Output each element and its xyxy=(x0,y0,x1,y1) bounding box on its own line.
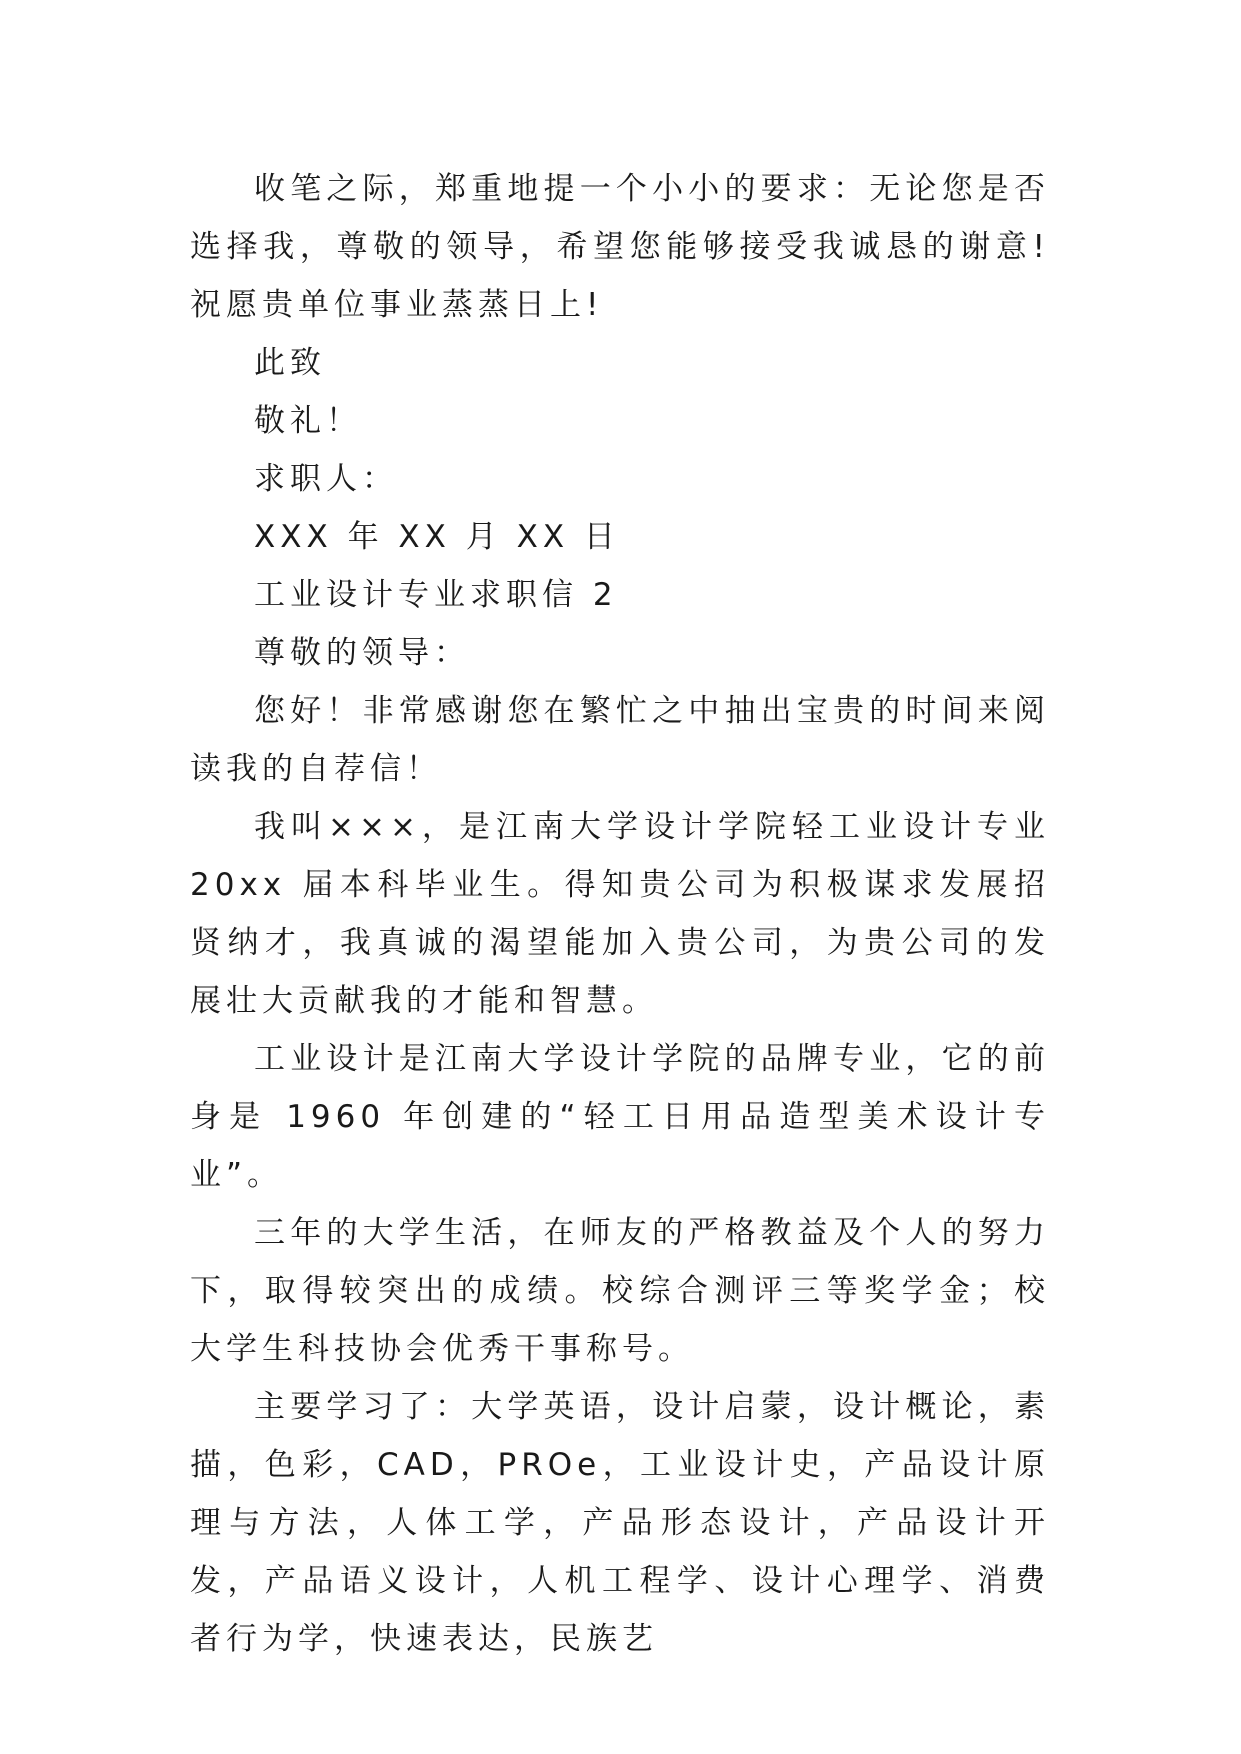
opening-paragraph: 您好！非常感谢您在繁忙之中抽出宝贵的时间来阅读我的自荐信！ xyxy=(190,693,1050,787)
major-history-paragraph: 工业设计是江南大学设计学院的品牌专业，它的前身是 1960 年创建的“轻工日用品造型美术设计专业”。 xyxy=(190,1041,1050,1193)
letter-2-title: 工业设计专业求职信 2 xyxy=(254,577,618,613)
salutation-jingli: 敬礼！ xyxy=(254,403,362,439)
courses-paragraph: 主要学习了：大学英语，设计启蒙，设计概论，素描，色彩，CAD，PROe，工业设计史，产品设计原理与方法，人体工学，产品形态设计，产品设计开发，产品语义设计，人机工程学、设计心理学、消费者行为学，快速表达，民族艺 xyxy=(190,1389,1050,1657)
salutation-cizhi: 此致 xyxy=(254,345,326,381)
date-line: XXX 年 XX 月 XX 日 xyxy=(254,519,620,555)
applicant-label: 求职人： xyxy=(254,461,398,497)
introduction-paragraph: 我叫×××，是江南大学设计学院轻工业设计专业 20xx 届本科毕业生。得知贵公司为积极谋求发展招贤纳才，我真诚的渴望能加入贵公司，为贵公司的发展壮大贡献我的才能和智慧。 xyxy=(190,809,1050,1019)
achievements-paragraph: 三年的大学生活，在师友的严格教益及个人的努力下，取得较突出的成绩。校综合测评三等奖学金；校大学生科技协会优秀干事称号。 xyxy=(190,1215,1050,1367)
greeting: 尊敬的领导： xyxy=(254,635,470,671)
letter-body xyxy=(190,160,1050,1668)
closing-paragraph: 收笔之际，郑重地提一个小小的要求：无论您是否选择我，尊敬的领导，希望您能够接受我诚恳的谢意!祝愿贵单位事业蒸蒸日上! xyxy=(190,171,1050,323)
